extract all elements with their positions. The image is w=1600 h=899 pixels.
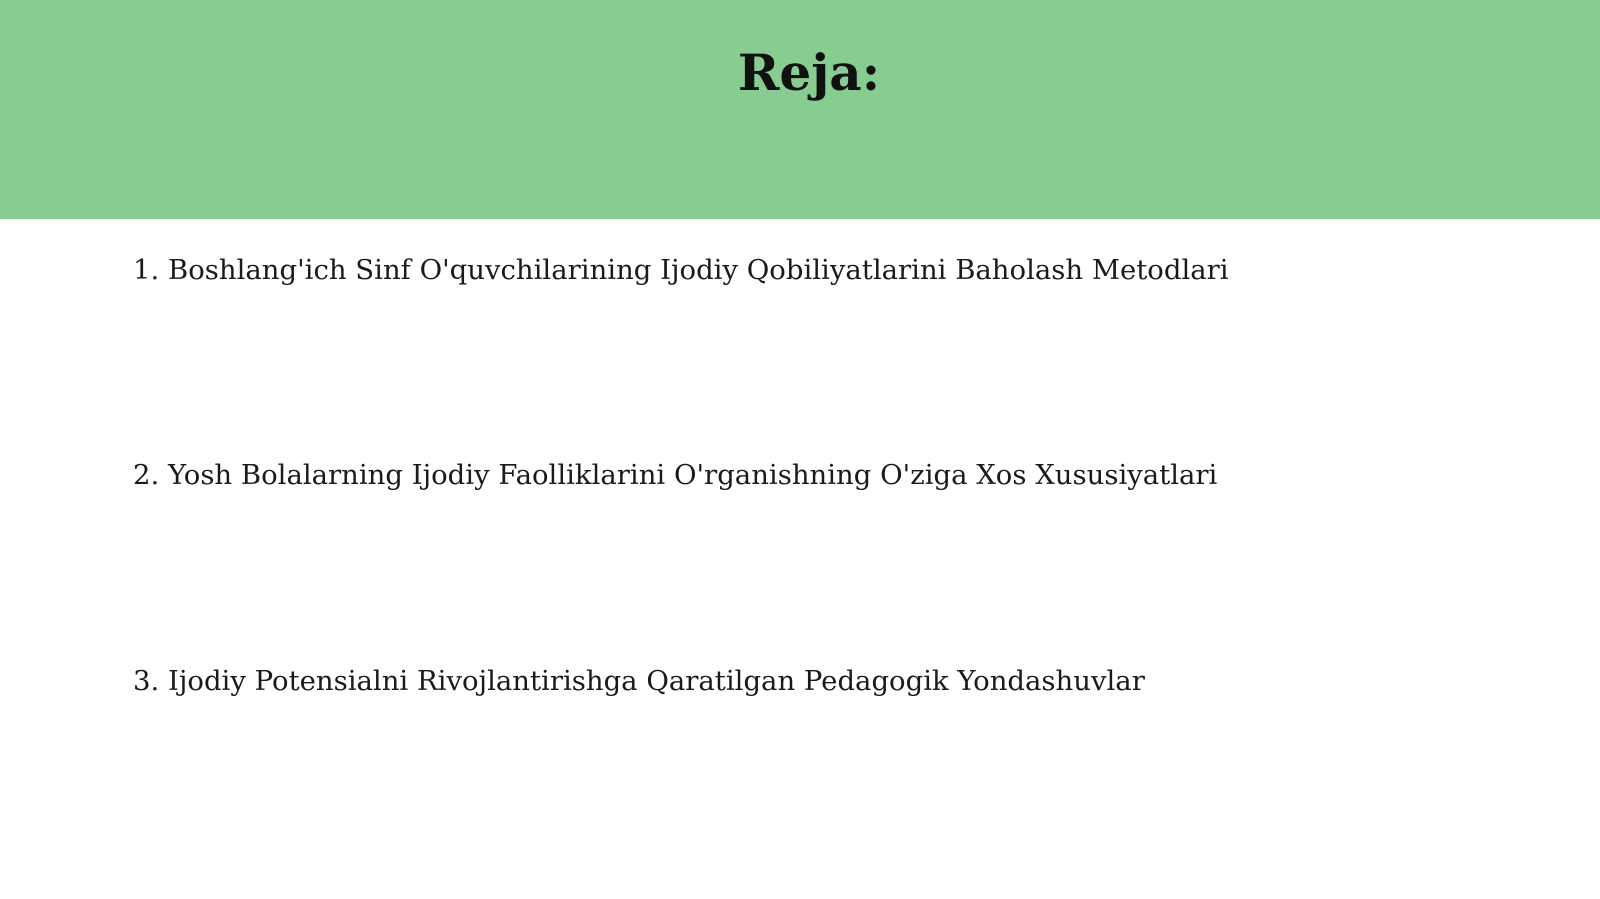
slide-title: Reja: <box>737 43 881 102</box>
plan-item <box>133 250 1229 290</box>
plan-item <box>133 661 1145 701</box>
plan-item-number: 2. <box>133 459 160 491</box>
plan-item-text: Boshlang'ich Sinf O'quvchilarining Ijodiy Qobiliyatlarini Baholash Metodlari <box>168 254 1229 286</box>
plan-item-number: 3. <box>133 665 160 697</box>
header-band <box>0 0 1600 219</box>
plan-item-number: 1. <box>133 254 160 286</box>
plan-item-text: Yosh Bolalarning Ijodiy Faolliklarini O'rganishning O'ziga Xos Xususiyatlari <box>168 459 1218 491</box>
plan-item <box>133 455 1217 495</box>
plan-item-text: Ijodiy Potensialni Rivojlantirishga Qaratilgan Pedagogik Yondashuvlar <box>168 665 1145 697</box>
